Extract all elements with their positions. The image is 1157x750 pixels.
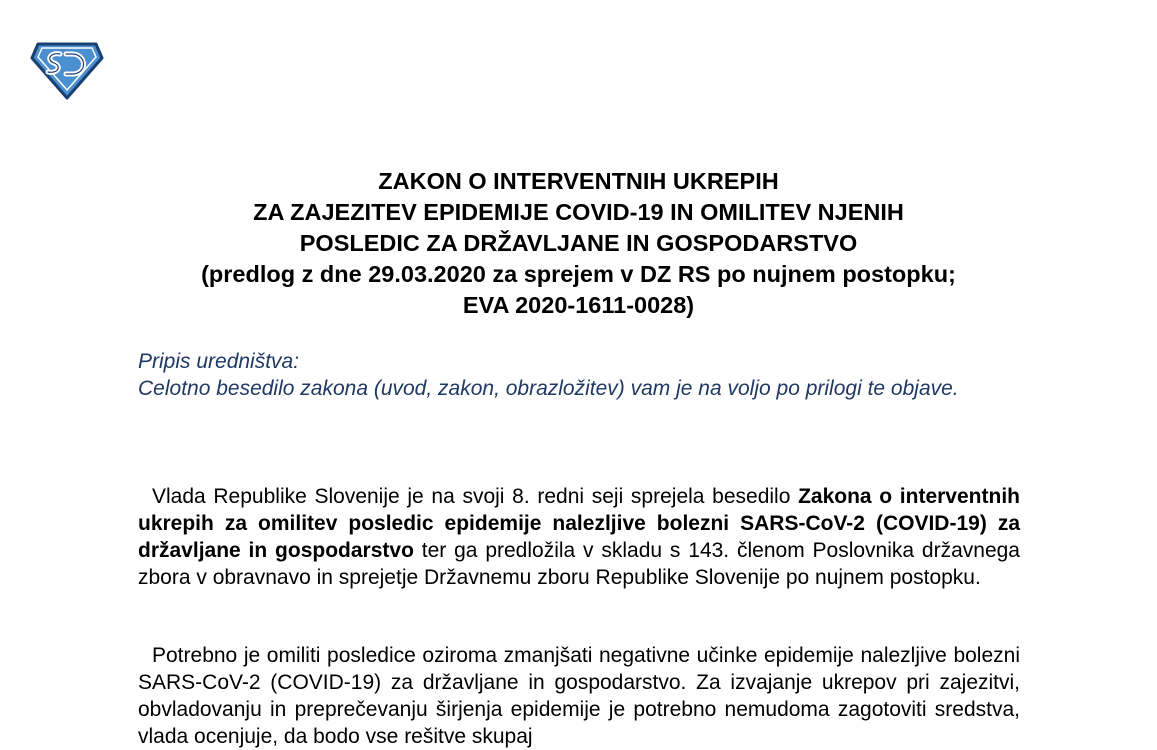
diamond-logo-icon — [30, 40, 104, 100]
paragraph-2: Potrebno je omiliti posledice oziroma zmanjšati negativne učinke epidemije nalezljive bolezni SARS-CoV-2 (COVID-19) za državljane in gospodarstvo. Za izvajanje ukrepov pri zajezitvi, obvladovanju in preprečevanju širjenja epidemije je potrebno nemudoma zagotoviti sredstva, vlada ocenjuje, da bodo vse rešitve skupaj — [138, 644, 1020, 748]
logo-emblem — [30, 40, 104, 100]
editor-note — [138, 348, 1020, 402]
title-line-3: POSLEDIC ZA DRŽAVLJANE IN GOSPODARSTVO — [299, 230, 858, 256]
editor-note-heading: Pripis uredništva: — [138, 350, 300, 373]
paragraph-1-law-name: Zakona o interventnih ukrepih za omilitev posledic epidemije nalezljive bolezni SARS-CoV-2 (COVID-19) za državljane in gospodarstvo — [138, 485, 1020, 562]
title-line-4: (predlog z dne 29.03.2020 za sprejem v DZ RS po nujnem postopku; — [201, 261, 956, 287]
paragraph-1 — [138, 483, 1020, 591]
editor-note-text: Celotno besedilo zakona (uvod, zakon, obrazložitev) vam je na voljo po prilogi te objave. — [138, 377, 959, 400]
document-title — [60, 166, 1097, 321]
title-line-2: ZA ZAJEZITEV EPIDEMIJE COVID-19 IN OMILITEV NJENIH — [253, 199, 904, 225]
title-line-5: EVA 2020-1611-0028) — [462, 292, 695, 318]
title-line-1: ZAKON O INTERVENTNIH UKREPIH — [378, 168, 779, 194]
paragraph-1-intro: Vlada Republike Slovenije je na svoji 8. redni seji sprejela besedilo — [152, 485, 799, 508]
paragraph-1-rest: ter ga predložila v skladu s 143. členom Poslovnika državnega zbora v obravnavo in sprejetje Državnemu zboru Republike Slovenije po nujnem postopku. — [138, 539, 1020, 589]
